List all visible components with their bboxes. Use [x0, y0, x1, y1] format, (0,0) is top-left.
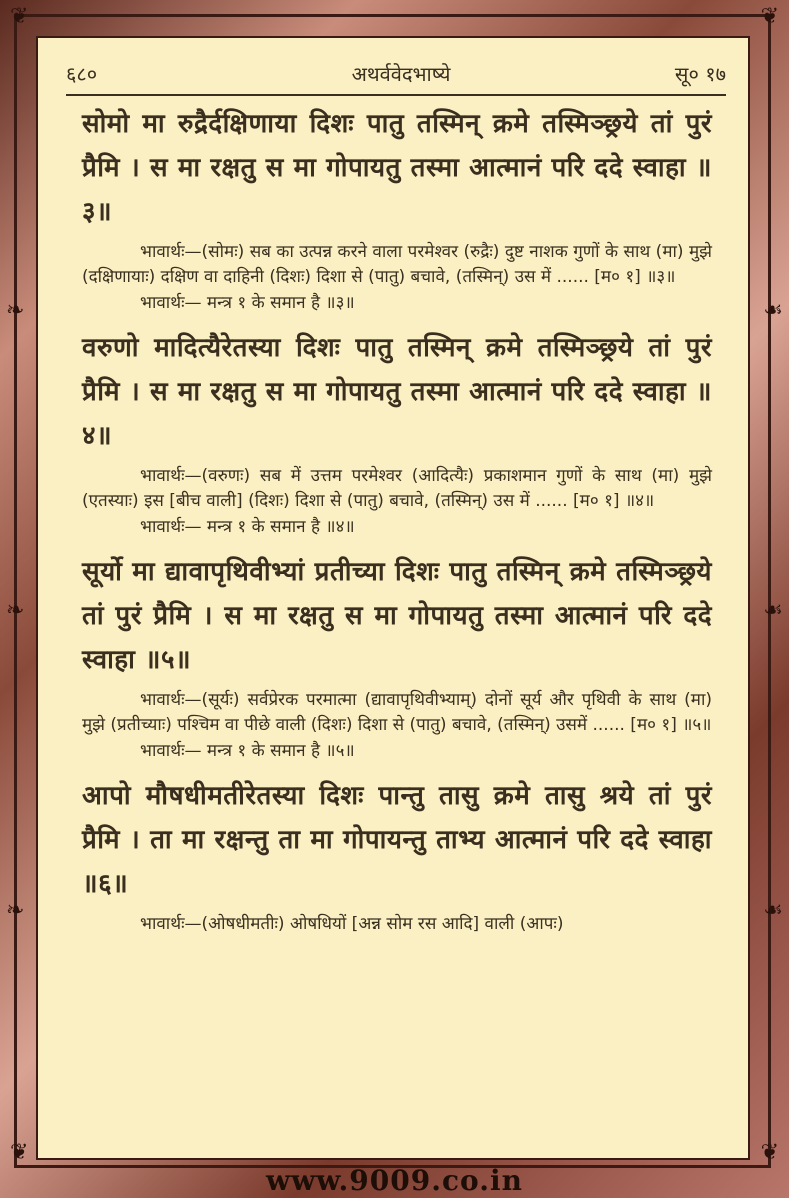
- verse-3: [82, 102, 712, 316]
- bhavartha-text: भावार्थः—(सोमः) सब का उत्पन्न करने वाला परमेश्वर (रुद्रैः) दुष्ट नाशक गुणों के साथ (मा) मुझे (दक्षिणायाः) दक्षिण वा दाहिनी (दिशः) दिशा से (पातु) बचावे, (तस्मिन्) उस में ...... [म० १] ॥३॥: [82, 242, 712, 287]
- book-title: अथर्ववेदभाष्ये: [351, 62, 451, 86]
- bhavartha-summary: भावार्थः— मन्त्र १ के समान है ॥५॥: [140, 741, 355, 761]
- corner-ornament-icon: ❦: [760, 1140, 779, 1165]
- page-header: [66, 60, 736, 88]
- bhavartha-text: भावार्थः—(वरुणः) सब में उत्तम परमेश्वर (आदित्यैः) प्रकाशमान गुणों के साथ (मा) मुझे (एतस्याः) इस [बीच वाली] (दिशः) दिशा से (पातु) बचावे, (तस्मिन्) उस में ...... [म० १] ॥४॥: [82, 466, 712, 511]
- mantra-text: वरुणो मादित्यैरेतस्या दिशः पातु तस्मिन् क्रमे तस्मिञ्छ्रये तां पुरं प्रैमि । स मा रक्षतु स मा गोपायतु तस्मा आत्मानं परि ददे स्वाहा ॥४॥: [82, 333, 712, 451]
- verse-5: [82, 550, 712, 764]
- book-page: [36, 36, 750, 1160]
- side-ornament-icon: ❧: [6, 598, 25, 623]
- header-rule: [66, 94, 726, 96]
- corner-ornament-icon: ❦: [760, 4, 779, 29]
- side-ornament-icon: ❧: [6, 898, 25, 923]
- bhavartha-text: भावार्थः—(ओषधीमतीः) ओषधियों [अन्न सोम रस आदि] वाली (आपः): [140, 914, 564, 934]
- page-content: [82, 102, 712, 937]
- page-number: ६८०: [66, 62, 98, 86]
- bhavartha-text: भावार्थः—(सूर्यः) सर्वप्रेरक परमात्मा (द्यावापृथिवीभ्याम्) दोनों सूर्य और पृथिवी के साथ (मा) मुझे (प्रतीच्याः) पश्चिम वा पीछे वाली (दिशः) दिशा से (पातु) बचावे, (तस्मिन्) उसमें ...... [म० १] ॥५॥: [82, 690, 712, 735]
- mantra-text: आपो मौषधीमतीरेतस्या दिशः पान्तु तासु क्रमे तासु श्रये तां पुरं प्रैमि । ता मा रक्षन्तु ता मा गोपायन्तु ताभ्य आत्मानं परि ददे स्वाहा ॥६॥: [82, 781, 712, 899]
- website-url: www.9009.co.in: [266, 1164, 523, 1197]
- side-ornament-icon: ☙: [763, 298, 783, 323]
- mantra-text: सूर्यो मा द्यावापृथिवीभ्यां प्रतीच्या दिशः पातु तस्मिन् क्रमे तस्मिञ्छ्रये तां पुरं प्रैमि । स मा रक्षतु स मा गोपायतु तस्मा आत्मानं परि ददे स्वाहा ॥५॥: [82, 557, 712, 675]
- bhavartha-summary: भावार्थः— मन्त्र १ के समान है ॥४॥: [140, 517, 355, 537]
- corner-ornament-icon: ❦: [10, 4, 29, 29]
- side-ornament-icon: ☙: [763, 898, 783, 923]
- verse-6: [82, 774, 712, 937]
- mantra-text: सोमो मा रुद्रैर्दक्षिणाया दिशः पातु तस्मिन् क्रमे तस्मिञ्छ्रये तां पुरं प्रैमि । स मा रक्षतु स मा गोपायतु तस्मा आत्मानं परि ददे स्वाहा ॥३॥: [82, 109, 712, 227]
- side-ornament-icon: ☙: [763, 598, 783, 623]
- bhavartha-summary: भावार्थः— मन्त्र १ के समान है ॥३॥: [140, 293, 355, 313]
- sukta-number: सू० १७: [674, 62, 726, 86]
- verse-4: [82, 326, 712, 540]
- side-ornament-icon: ❧: [6, 298, 25, 323]
- corner-ornament-icon: ❦: [10, 1140, 29, 1165]
